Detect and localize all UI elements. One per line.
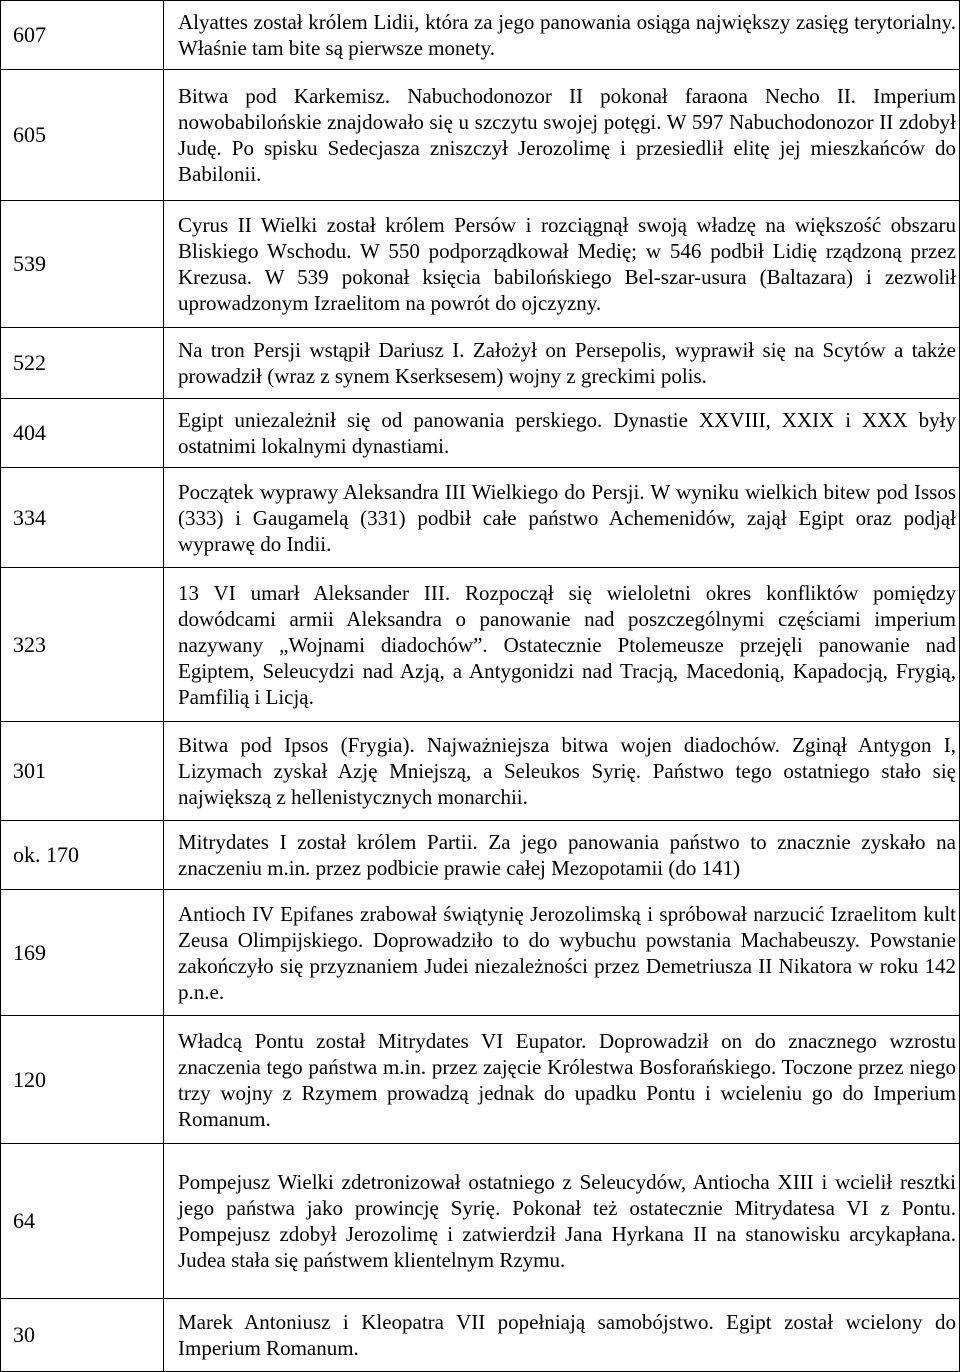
event-cell: 13 VI umarł Aleksander III. Rozpoczął się wieloletni okres konfliktów pomiędzy dowódcami armii Aleksandra o panowanie nad poszczególnymi częściami imperium nazywany „Wojnami diadochów”. Ostatecznie Ptolemeusze przejęli panowanie nad Egiptem, Seleucydzi nad Azją, a Antygonidzi nad Tracją, Macedonią, Kapadocją, Frygią, Pamfilią i Licją.: [164, 568, 960, 722]
event-cell: Antioch IV Epifanes zrabował świątynię Jerozolimską i spróbował narzucić Izraelitom kult Zeusa Olimpijskiego. Doprowadziło to do wybuchu powstania Machabeuszy. Powstanie zakończyło się przyznaniem Judei niezależności przez Demetriusza II Nikatora w roku 142 p.n.e.: [164, 890, 960, 1016]
year-cell: 64: [1, 1144, 164, 1299]
year-cell: 30: [1, 1299, 164, 1372]
event-cell: Początek wyprawy Aleksandra III Wielkiego do Persji. W wyniku wielkich bitew pod Issos (333) i Gaugamelą (331) podbił całe państwo Achemenidów, zajął Egipt oraz podjął wyprawę do Indii.: [164, 468, 960, 568]
year-cell: 334: [1, 468, 164, 568]
table-row: [1, 722, 960, 821]
event-cell: Marek Antoniusz i Kleopatra VII popełniają samobójstwo. Egipt został wcielony do Imperium Romanum.: [164, 1299, 960, 1372]
table-row: [1, 890, 960, 1016]
table-row: [1, 328, 960, 399]
table-row: [1, 821, 960, 890]
event-cell: Pompejusz Wielki zdetronizował ostatniego z Seleucydów, Antiocha XIII i wcielił resztki jego państwa jako prowincję Syrię. Pokonał też ostatecznie Mitrydatesa VI z Pontu. Pompejusz zdobył Jerozolimę i zatwierdził Jana Hyrkana II na stanowisku arcykapłana. Judea stała się państwem klientelnym Rzymu.: [164, 1144, 960, 1299]
event-cell: Mitrydates I został królem Partii. Za jego panowania państwo to znacznie zyskało na znaczeniu m.in. przez podbicie prawie całej Mezopotamii (do 141): [164, 821, 960, 890]
table-row: [1, 468, 960, 568]
year-cell: 607: [1, 1, 164, 70]
year-cell: 120: [1, 1016, 164, 1144]
event-cell: Cyrus II Wielki został królem Persów i rozciągnął swoją władzę na większość obszaru Bliskiego Wschodu. W 550 podporządkował Medię; w 546 podbił Lidię rządzoną przez Krezusa. W 539 pokonał księcia babilońskiego Bel-szar-usura (Baltazara) i zezwolił uprowadzonym Izraelitom na powrót do ojczyzny.: [164, 201, 960, 328]
table-row: [1, 1299, 960, 1372]
event-cell: Bitwa pod Ipsos (Frygia). Najważniejsza bitwa wojen diadochów. Zginął Antygon I, Lizymach zyskał Azję Mniejszą, a Seleukos Syrię. Państwo tego ostatniego stało się największą z hellenistycznych monarchii.: [164, 722, 960, 821]
year-cell: 404: [1, 399, 164, 468]
table-row: [1, 1144, 960, 1299]
year-cell: 323: [1, 568, 164, 722]
table-row: [1, 399, 960, 468]
year-cell: 605: [1, 70, 164, 201]
event-cell: Bitwa pod Karkemisz. Nabuchodonozor II pokonał faraona Necho II. Imperium nowobabilońskie znajdowało się u szczytu swojej potęgi. W 597 Nabuchodonozor II zdobył Judę. Po spisku Sedecjasza zniszczył Jerozolimę i przesiedlił elitę jej mieszkańców do Babilonii.: [164, 70, 960, 201]
table-row: [1, 70, 960, 201]
year-cell: ok. 170: [1, 821, 164, 890]
event-cell: Alyattes został królem Lidii, która za jego panowania osiąga największy zasięg terytorialny. Właśnie tam bite są pierwsze monety.: [164, 1, 960, 70]
table-row: [1, 1, 960, 70]
table-row: [1, 568, 960, 722]
table-row: [1, 201, 960, 328]
event-cell: Egipt uniezależnił się od panowania perskiego. Dynastie XXVIII, XXIX i XXX były ostatnimi lokalnymi dynastiami.: [164, 399, 960, 468]
event-cell: Władcą Pontu został Mitrydates VI Eupator. Doprowadził on do znacznego wzrostu znaczenia tego państwa m.in. przez zajęcie Królestwa Bosforańskiego. Toczone przez niego trzy wojny z Rzymem prowadzą jednak do upadku Pontu i wcieleniu go do Imperium Romanum.: [164, 1016, 960, 1144]
year-cell: 169: [1, 890, 164, 1016]
year-cell: 539: [1, 201, 164, 328]
year-cell: 522: [1, 328, 164, 399]
year-cell: 301: [1, 722, 164, 821]
table-row: [1, 1016, 960, 1144]
event-cell: Na tron Persji wstąpił Dariusz I. Założył on Persepolis, wyprawił się na Scytów a także prowadził (wraz z synem Kserksesem) wojny z greckimi polis.: [164, 328, 960, 399]
